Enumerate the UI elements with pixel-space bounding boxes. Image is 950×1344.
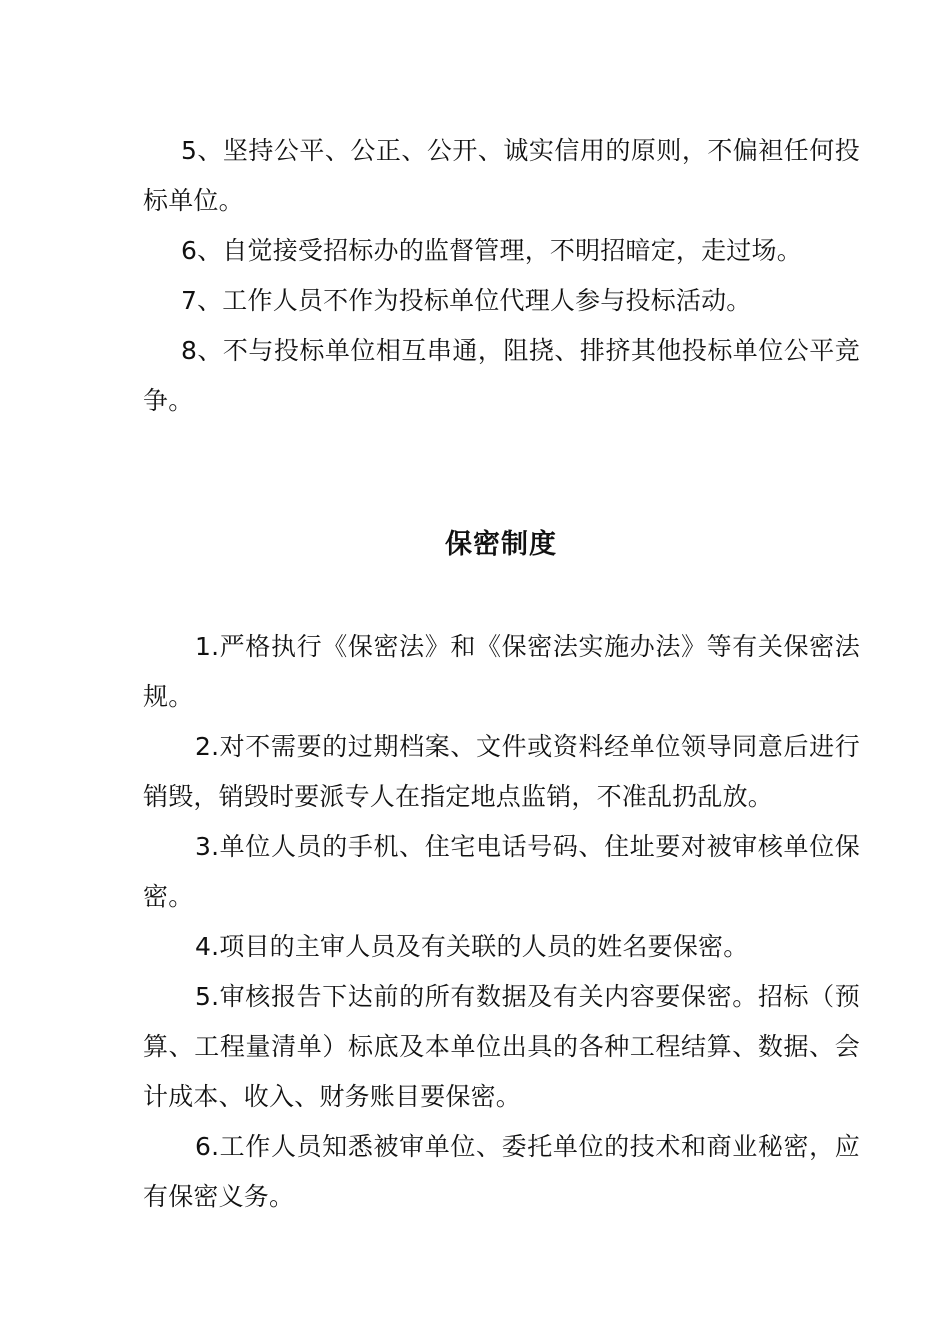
confidentiality-item-3: 3.单位人员的手机、住宅电话号码、住址要对被审核单位保密。 <box>143 832 860 911</box>
conduct-item-7: 7、工作人员不作为投标单位代理人参与投标活动。 <box>181 286 752 315</box>
conduct-item-8: 8、不与投标单位相互串通，阻挠、排挤其他投标单位公平竞争。 <box>143 336 860 415</box>
confidentiality-item-2: 2.对不需要的过期档案、文件或资料经单位领导同意后进行销毁，销毁时要派专人在指定地点监销，不准乱扔乱放。 <box>143 732 860 811</box>
confidentiality-item-6: 6.工作人员知悉被审单位、委托单位的技术和商业秘密，应有保密义务。 <box>143 1132 860 1211</box>
confidentiality-item-1: 1.严格执行《保密法》和《保密法实施办法》等有关保密法规。 <box>143 632 860 711</box>
confidentiality-item-4: 4.项目的主审人员及有关联的人员的姓名要保密。 <box>195 932 749 961</box>
conduct-section <box>143 126 860 426</box>
confidentiality-item-5: 5.审核报告下达前的所有数据及有关内容要保密。招标（预算、工程量清单）标底及本单位出具的各种工程结算、数据、会计成本、收入、财务账目要保密。 <box>143 982 860 1111</box>
conduct-item-6: 6、自觉接受招标办的监督管理，不明招暗定，走过场。 <box>181 236 802 265</box>
section-title: 保密制度 <box>445 529 557 560</box>
conduct-item-5: 5、坚持公平、公正、公开、诚实信用的原则，不偏袒任何投标单位。 <box>143 136 860 215</box>
confidentiality-section <box>143 622 860 1222</box>
